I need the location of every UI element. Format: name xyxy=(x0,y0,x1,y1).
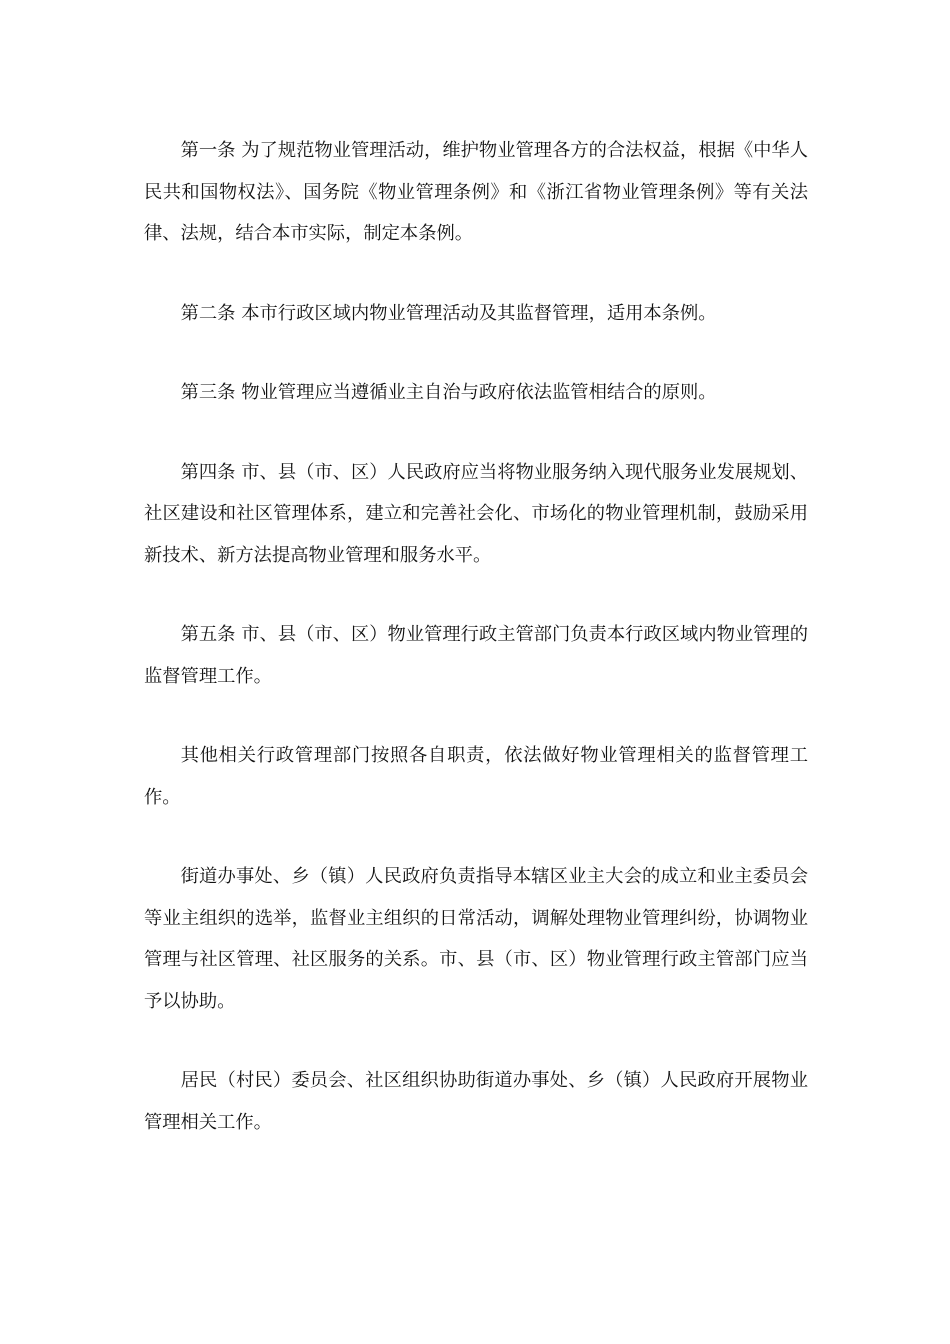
document-body xyxy=(144,130,808,1181)
article-3-paragraph: 第三条 物业管理应当遵循业主自治与政府依法监管相结合的原则。 xyxy=(180,382,717,403)
article-5-clause-4-paragraph: 居民（村民）委员会、社区组织协助街道办事处、乡（镇）人民政府开展物业管理相关工作。 xyxy=(144,1070,808,1133)
article-2-paragraph: 第二条 本市行政区域内物业管理活动及其监督管理，适用本条例。 xyxy=(180,302,717,324)
article-1-paragraph: 第一条 为了规范物业管理活动，维护物业管理各方的合法权益，根据《中华人民共和国物权法》、国务院《物业管理条例》和《浙江省物业管理条例》等有关法律、法规，结合本市实际，制定本条例。 xyxy=(144,140,808,244)
article-5-clause-3-paragraph: 街道办事处、乡（镇）人民政府负责指导本辖区业主大会的成立和业主委员会等业主组织的选举，监督业主组织的日常活动，调解处理物业管理纠纷，协调物业管理与社区管理、社区服务的关系。市、县（市、区）物业管理行政主管部门应当予以协助。 xyxy=(144,866,808,1012)
article-5-clause-2-paragraph: 其他相关行政管理部门按照各自职责，依法做好物业管理相关的监督管理工作。 xyxy=(144,745,808,808)
article-4-paragraph: 第四条 市、县（市、区）人民政府应当将物业服务纳入现代服务业发展规划、社区建设和社区管理体系，建立和完善社会化、市场化的物业管理机制，鼓励采用新技术、新方法提高物业管理和服务水平。 xyxy=(144,461,808,566)
article-5-paragraph: 第五条 市、县（市、区）物业管理行政主管部门负责本行政区域内物业管理的监督管理工作。 xyxy=(144,624,808,687)
